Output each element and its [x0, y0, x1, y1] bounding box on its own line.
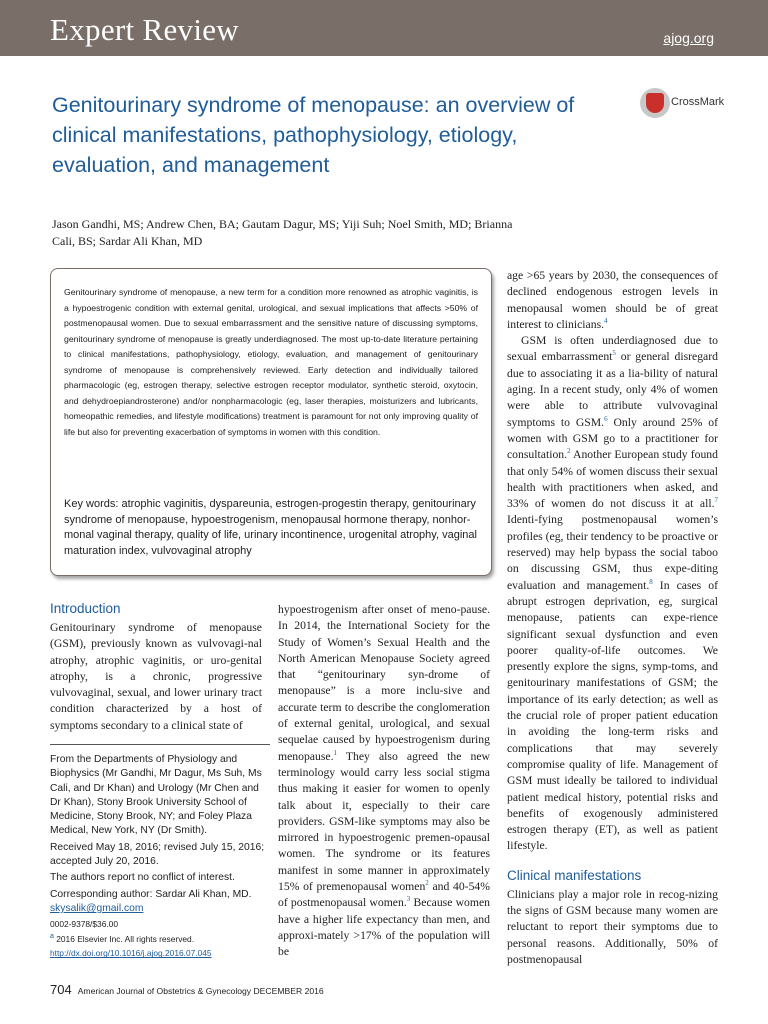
keywords: Key words: atrophic vaginitis, dyspareunia, estrogen-progestin therapy, genitourinary syndrome of menopause, hypoestrogenism, menopausal hormone therapy, nonhor-monal vaginal therapy, quality of life, urinary incontinence, urogenital atrophy, vaginal maturation index, vulvovaginal atrophy: [64, 498, 477, 557]
ref-link[interactable]: 6: [604, 414, 608, 423]
intro-paragraph: Genitourinary syndrome of menopause (GSM), previously known as vulvovagi-nal atrophy, atrophic vaginitis, or uro-genital atrophy, is a chronic, progressive vulvovaginal, sexual, and lower urinary tract condition characterized by a host of symptoms secondary to a clinical state of: [50, 621, 262, 732]
conflict-statement: The authors report no conflict of interest.: [50, 872, 235, 884]
ref-link[interactable]: 2: [425, 879, 429, 888]
ref-link[interactable]: 8: [649, 577, 653, 586]
section-heading-introduction: Introduction: [50, 601, 121, 616]
corresponding-author: Corresponding author: Sardar Ali Khan, MD. skysalik@gmail.com: [50, 888, 252, 914]
article-title: Genitourinary syndrome of menopause: an overview of clinical manifestations, pathophysiology, etiology, evaluation, and management: [52, 93, 575, 177]
column-3-paragraph-1: age >65 years by 2030, the consequences of declined endogenous estrogen levels in menopausal women should be of great interest to clinicians.$^4$: [507, 269, 718, 331]
abstract-box: [50, 268, 492, 576]
doi-link[interactable]: http://dx.doi.org/10.1016/j.ajog.2016.07.045: [50, 948, 212, 959]
header-bar: [0, 0, 768, 56]
page-number: 704: [50, 982, 72, 997]
ref-link[interactable]: 2: [567, 447, 571, 456]
ref-link[interactable]: 4: [604, 317, 608, 325]
section-heading-clinical-manifestations: Clinical manifestations: [507, 867, 642, 883]
author-email-link[interactable]: skysalik@gmail.com: [50, 902, 144, 914]
ref-link[interactable]: 3: [406, 895, 411, 904]
ref-link[interactable]: 1: [333, 748, 337, 757]
issn: 0002-9378/$36.00: [50, 919, 118, 930]
affiliation-text: From the Departments of Physiology and Biophysics (Mr Gandhi, Mr Dagur, Ms Suh, Ms Cali, and Dr Khan) and Urology (Mr Chen and Dr Khan), Stony Brook University School of Medicine, Stony Brook, NY; and Foley Plaza Medical, New York, NY (Dr Smith).: [50, 754, 262, 837]
crossmark-label: CrossMark: [671, 96, 725, 108]
page-footer: [50, 982, 324, 997]
abstract-text: Genitourinary syndrome of menopause, a new term for a condition more renowned as atrophic vaginitis, is a hypoestrogenic condition with external genital, urological, and sexual implications that affects >50% of postmenopausal women. Due to sexual embarrassment and the sensitive nature of discussing symptoms, genitourinary syndrome of menopause is greatly underdiagnosed. The most up-to-date literature pertaining to clinical manifestations, pathophysiology, etiology, evaluation, and management of genitourinary syndrome of menopause is comprehensively reviewed. Early detection and individually tailored pharmacologic (eg, estrogen therapy, selective estrogen receptor modulator, synthetic steroid, oxytocin, and dehydroepiandrosterone) and/or nonpharmacologic (eg, laser therapies, moisturizers and lubricants, homeopathic remedies, and lifestyle modifications) treatment is paramount for not only improving quality of life but also for preventing exacerbation of symptoms in women with this condition.: [64, 287, 478, 437]
crossmark-badge[interactable]: [640, 88, 730, 122]
column-1: [50, 600, 262, 734]
column-3: [507, 268, 718, 968]
author-list: Jason Gandhi, MS; Andrew Chen, BA; Gautam Dagur, MS; Yiji Suh; Noel Smith, MD; Brianna Cali, BS; Sardar Ali Khan, MD: [52, 217, 513, 248]
column-3-paragraph-3: Clinicians play a major role in recog-nizing the signs of GSM because many women are reluctant to report their symptoms due to personal reasons. Additionally, 50% of postmenopausal: [507, 887, 718, 966]
copyright: $^a$ 2016 Elsevier Inc. All rights reserved.: [50, 932, 195, 944]
column-2-paragraph: hypoestrogenism after onset of meno-pause. In 2014, the International Society for the Study of Women’s Sexual Health and the North American Menopause Society agreed that “genitourinary syn-drome of menopause” is a more inclu-sive and accurate term to describe the conglomeration of external genital, urological, and sexual sequelae caused by hypoestrogenism during menopause.$^1$ They also agreed the new terminology would carry less social stigma thus making it easier for women to openly talk about it, especially to their care providers. GSM-like symptoms may also be mirrored in hypoestrogenic premen-opausal women. The syndrome or its features manifest in some manner in approximately 15% of premenopausal women$^2$ and 40-54% of postmenopausal women.$^3$ Because women have a higher life expectancy than men, and approxi-mately >17% of the population will be: [278, 603, 490, 959]
ref-link[interactable]: 5: [612, 349, 616, 358]
column-2: [278, 602, 490, 961]
affiliation-block: [50, 744, 270, 962]
section-title: Expert Review: [50, 12, 239, 47]
ref-link[interactable]: 7: [714, 496, 718, 505]
journal-link[interactable]: ajog.org: [663, 30, 714, 46]
column-3-paragraph-2: GSM is often underdiagnosed due to sexual embarrassment$^5$ or general disregard due to associating it as a lia-bility of natural aging. In a recent study, only 4% of women were able to attribute vulvovaginal symptoms to GSM.$^6$ Only around 25% of women with GSM go to a practitioner for consultation.$^2$ Another European study found that only 54% of women discuss their sexual health with practitioners when asked, and 33% of women do not discuss it at all.$^7$ Identi-fying postmenopausal women’s profiles (eg, their tendency to be proactive or reserved) may help bypass the social taboo on discussing GSM, thus expe-diting evaluation and management.$^8$ In cases of abrupt estrogen deprivation, eg, surgical menopause, patients can expe-rience significant sexual dysfunction and even poorer quality-of-life outcomes. We presently explore the signs, symp-toms, and genitourinary manifestations of GSM; the importance of its early detection; as well as the crucial role of proper patient education in avoiding the long-term risks and complications that may severely compromise quality of life. Management of GSM must ideally be tailored to individual patient medical history, potential risks and benefits of exogenously administered estrogen therapy (ET), as well as patient lifestyle.: [507, 334, 718, 853]
journal-name: American Journal of Obstetrics & Gynecology DECEMBER 2016: [77, 986, 324, 996]
doi: [50, 947, 270, 960]
received-dates: Received May 18, 2016; revised July 15, 2016; accepted July 20, 2016.: [50, 841, 265, 868]
crossmark-icon: [640, 88, 670, 118]
